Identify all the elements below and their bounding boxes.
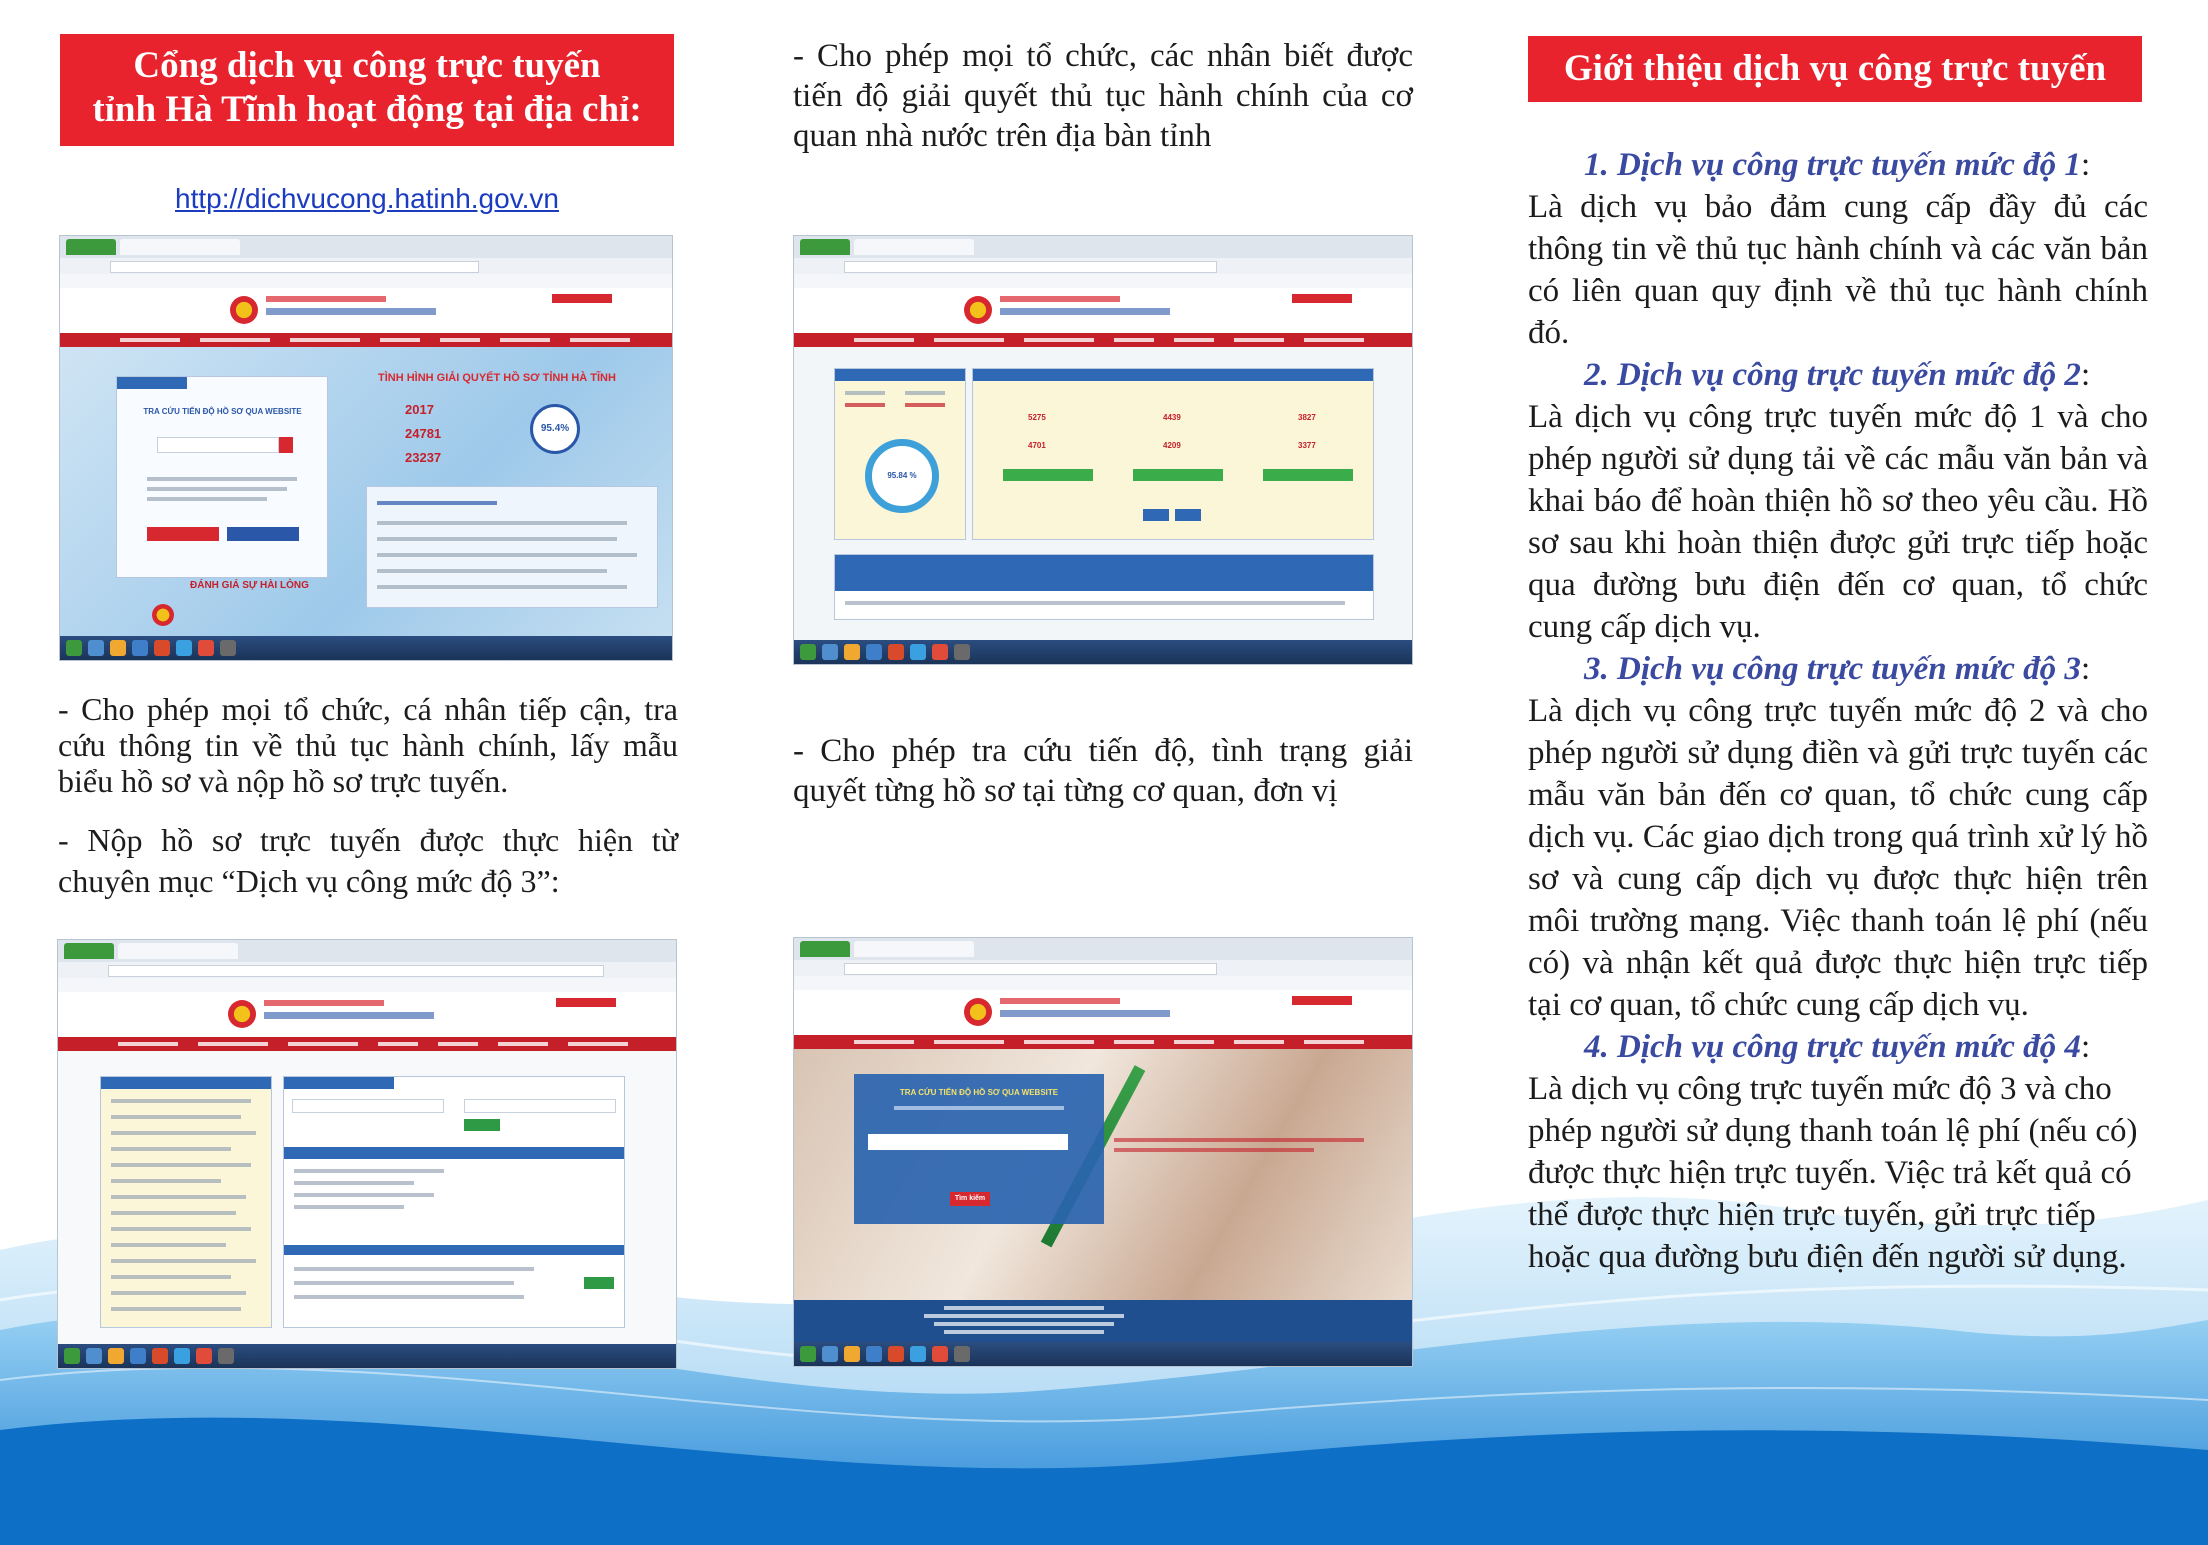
lookup-input[interactable]	[868, 1134, 1068, 1150]
register-button[interactable]	[147, 527, 219, 541]
level1-heading: 1. Dịch vụ công trực tuyến mức độ 1	[1584, 147, 2081, 183]
emblem-small-icon	[152, 604, 174, 626]
emblem-icon	[228, 1000, 256, 1028]
search-icon[interactable]	[279, 437, 293, 453]
portal-url-link[interactable]: http://dichvucong.hatinh.gov.vn	[175, 183, 559, 214]
dept2-resolved: 4209	[1163, 441, 1181, 450]
lookup-button[interactable]	[227, 527, 299, 541]
dept1-resolved: 4701	[1028, 441, 1046, 450]
portal-title-box	[60, 34, 674, 146]
lookup-panel-title: TRA CỨU TIẾN ĐỘ HỒ SƠ QUA WEBSITE	[899, 1088, 1059, 1097]
col2-paragraph-1: - Cho phép mọi tổ chức, các nhân biết được tiến độ giải quyết thủ tục hành chính của cơ quan nhà nước trên địa bàn tỉnh	[793, 38, 1413, 154]
prev-page-button[interactable]	[1143, 509, 1169, 521]
status-title: TÌNH HÌNH GIẢI QUYẾT HỒ SƠ TỈNH HÀ TĨNH	[378, 372, 616, 384]
emblem-icon	[230, 296, 258, 324]
level4-body: Là dịch vụ công trực tuyến mức độ 3 và cho phép người sử dụng thanh toán lệ phí (nếu có) được thực hiện trực tuyến. Việc trả kết quả có thể được thực hiện trực tuyến, gửi trực tiếp hoặc qua đường bưu điện đến người sử dụng.	[1528, 1071, 2138, 1275]
filter-select-2[interactable]	[464, 1099, 616, 1113]
col1-paragraph-2: - Nộp hồ sơ trực tuyến được thực hiện từ chuyên mục “Dịch vụ công mức độ 3”:	[58, 822, 678, 899]
dept1-received: 5275	[1028, 413, 1046, 422]
search-input[interactable]	[157, 437, 279, 453]
search-panel-title: TRA CỨU TIẾN ĐỘ HỒ SƠ QUA WEBSITE	[143, 407, 302, 416]
col1-paragraph-1: - Cho phép mọi tổ chức, cá nhân tiếp cận, tra cứu thông tin về thủ tục hành chính, lấy mẫu biểu hồ sơ và nộp hồ sơ trực tuyến.	[58, 691, 678, 799]
filter-select[interactable]	[292, 1099, 444, 1113]
dept3-resolved: 3377	[1298, 441, 1316, 450]
dept3-received: 3827	[1298, 413, 1316, 422]
donut-chart: 95.84 %	[865, 439, 939, 513]
intro-title: Giới thiệu dịch vụ công trực tuyến	[1563, 48, 2107, 89]
screenshot-level3-services	[58, 940, 676, 1368]
level3-body: Là dịch vụ công trực tuyến mức độ 2 và cho phép người sử dụng điền và gửi trực tuyến các mẫu văn bản đến cơ quan, tổ chức cung cấp dịch vụ. Các giao dịch trong quá trình xử lý hồ sơ và cung cấp dịch vụ được thực hiện trên môi trường mạng. Việc thanh toán lệ phí (nếu có) và nhận kết quả được thực hiện trực tiếp tại cơ quan, tổ chức cung cấp dịch vụ.	[1528, 693, 2148, 1023]
emblem-icon	[964, 998, 992, 1026]
filter-button[interactable]	[464, 1119, 500, 1131]
screenshot-portal-home	[60, 236, 672, 660]
dept2-received: 4439	[1163, 413, 1181, 422]
portal-title-line1: Cổng dịch vụ công trực tuyến	[133, 45, 601, 86]
screenshot-status-dashboard	[794, 236, 1412, 664]
satisfaction-banner: ĐÁNH GIÁ SỰ HÀI LÒNG	[190, 580, 309, 591]
level1-body: Là dịch vụ bảo đảm cung cấp đầy đủ các thông tin về thủ tục hành chính và các văn bản có liên quan quy định về thủ tục hành chính đó.	[1528, 189, 2148, 351]
level3-heading: 3. Dịch vụ công trực tuyến mức độ 3	[1584, 651, 2081, 687]
level4-heading: 4. Dịch vụ công trực tuyến mức độ 4	[1584, 1029, 2081, 1065]
stat-resolved: 24781	[405, 426, 442, 441]
col2-paragraph-2: - Cho phép tra cứu tiến độ, tình trạng giải quyết từng hồ sơ tại từng cơ quan, đơn vị	[793, 733, 1413, 809]
level2-body: Là dịch vụ công trực tuyến mức độ 1 và cho phép người sử dụng tải về các mẫu văn bản và khai báo để hoàn thiện hồ sơ theo yêu cầu. Hồ sơ sau khi hoàn thiện được gửi trực tiếp hoặc qua đường bưu điện đến cơ quan, tổ chức cung cấp dịch vụ.	[1528, 399, 2148, 645]
stat-ontime: 23237	[405, 450, 442, 465]
lookup-search-button[interactable]: Tìm kiếm	[950, 1192, 990, 1206]
next-page-button[interactable]	[1175, 509, 1201, 521]
intro-title-box	[1528, 36, 2142, 102]
portal-title-line2: tỉnh Hà Tĩnh hoạt động tại địa chỉ:	[92, 89, 642, 130]
percent-circle: 95.4%	[530, 404, 580, 454]
screenshot-progress-lookup	[794, 938, 1412, 1366]
register-online-button[interactable]	[584, 1277, 614, 1289]
stat-received: 2017	[405, 402, 434, 417]
level2-heading: 2. Dịch vụ công trực tuyến mức độ 2	[1584, 357, 2081, 393]
emblem-icon	[964, 296, 992, 324]
